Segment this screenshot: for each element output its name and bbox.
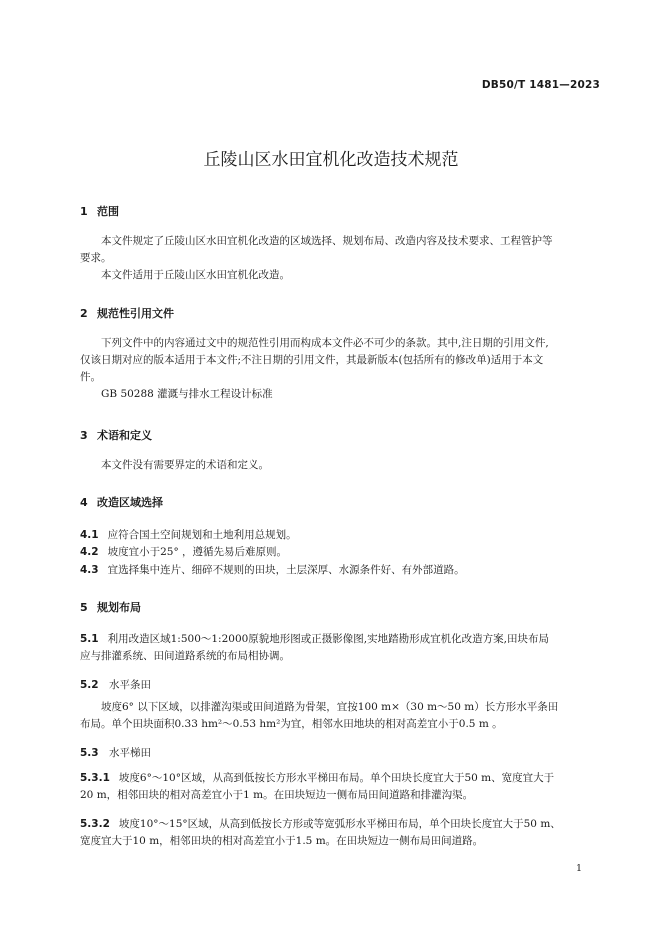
text-line: 本文件没有需要界定的术语和定义。 [101, 459, 269, 471]
section-number: 4 [80, 496, 88, 509]
text-line: 20 m，相邻田块的相对高差宜小于1 m。在田块短边一侧布局田间道路和排灌沟渠。 [80, 789, 474, 801]
section-5-heading [80, 599, 141, 615]
clause-number: 5.3 [80, 747, 99, 759]
section-title: 改造区域选择 [97, 496, 163, 509]
clause-number: 5.2 [80, 679, 99, 691]
section-4-heading [80, 494, 163, 510]
text-line: 宽度宜大于10 m，相邻田块的相对高差宜小于1.5 m。在田块短边一侧布局田间道路。 [80, 835, 484, 847]
clause-number: 4.2 [80, 546, 99, 558]
text-line: 坡度6° 以下区域，以排灌沟渠或田间道路为骨架，宜按100 m×（30 m～50 m）长方形水平条田 [101, 701, 559, 713]
text-line: 应与排灌系统、田间道路系统的布局相协调。 [80, 650, 290, 662]
section-2-heading [80, 305, 174, 321]
text-line: 要求。 [80, 252, 112, 264]
section-1-heading [80, 203, 119, 219]
text-line: 本文件适用于丘陵山区水田宜机化改造。 [101, 269, 290, 281]
clause-4-1 [80, 527, 600, 544]
section-title: 规划布局 [97, 601, 141, 614]
text-line: 件。 [80, 371, 101, 383]
clause-number: 5.3.1 [80, 772, 110, 784]
text-line: 仅该日期对应的版本适用于本文件;不注日期的引用文件，其最新版本(包括所有的修改单)适用于本文 [80, 354, 544, 366]
clause-5-3-2 [80, 816, 600, 850]
clause-text: 宜选择集中连片、细碎不规则的田块，土层深厚、水源条件好、有外部道路。 [107, 564, 465, 576]
section-1-paragraph-1 [80, 233, 600, 284]
clause-number: 4.3 [80, 564, 99, 576]
section-number: 5 [80, 601, 88, 614]
clause-title: 水平梯田 [109, 747, 151, 759]
text-line: 布局。单个田块面积0.33 hm²～0.53 hm²为宜，相邻水田地块的相对高差宜小于0.5 m 。 [80, 718, 503, 730]
section-2-paragraph [80, 335, 600, 403]
clause-title: 水平条田 [109, 679, 151, 691]
section-number: 1 [80, 205, 88, 218]
clause-number: 5.3.2 [80, 818, 110, 830]
clause-number: 4.1 [80, 529, 99, 541]
section-number: 3 [80, 429, 88, 442]
clause-number: 5.1 [80, 633, 99, 645]
clause-5-2-heading [80, 677, 151, 692]
document-number: DB50/T 1481—2023 [481, 79, 600, 91]
clause-5-3-1 [80, 770, 600, 804]
section-title: 规范性引用文件 [97, 307, 174, 320]
clause-5-3-heading [80, 745, 151, 760]
section-number: 2 [80, 307, 88, 320]
section-title: 术语和定义 [97, 429, 152, 442]
text-line: 坡度10°～15°区域，从高到低按长方形或等宽弧形水平梯田布局，单个田块长度宜大于50 m、 [118, 818, 561, 830]
text-line: 利用改造区域1:500～1:2000原貌地形图或正摄影像图,实地踏勘形成宜机化改造方案,田块布局 [107, 633, 549, 645]
clause-5-2-paragraph [80, 699, 600, 733]
document-title: 丘陵山区水田宜机化改造技术规范 [203, 150, 459, 170]
page-number: 1 [575, 863, 582, 874]
normative-reference: GB 50288 灌溉与排水工程设计标准 [101, 388, 273, 400]
clause-5-1 [80, 631, 600, 665]
clause-4-2 [80, 544, 600, 561]
section-3-paragraph [80, 457, 600, 474]
text-line: 本文件规定了丘陵山区水田宜机化改造的区域选择、规划布局、改造内容及技术要求、工程管护等 [101, 235, 553, 247]
text-line: 坡度6°～10°区域，从高到低按长方形水平梯田布局。单个田块长度宜大于50 m、宽度宜大于 [118, 772, 555, 784]
text-line: 下列文件中的内容通过文中的规范性引用而构成本文件必不可少的条款。其中,注日期的引用文件, [101, 337, 549, 349]
clause-text: 坡度宜小于25° ，遵循先易后难原则。 [107, 546, 288, 558]
section-3-heading [80, 427, 152, 443]
clause-text: 应符合国土空间规划和土地利用总规划。 [107, 529, 297, 541]
section-title: 范围 [97, 205, 119, 218]
clause-4-3 [80, 562, 600, 579]
